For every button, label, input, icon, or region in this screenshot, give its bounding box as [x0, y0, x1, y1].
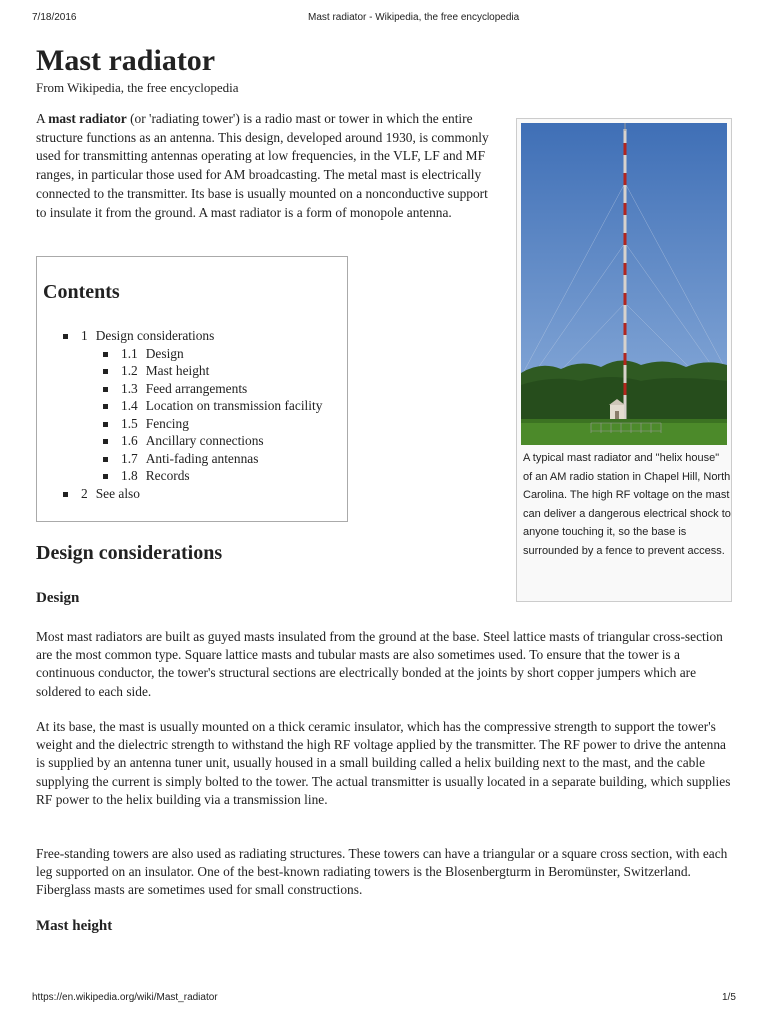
toc-item-label: Anti-fading antennas — [145, 450, 259, 466]
infobox-figure — [516, 118, 732, 602]
toc-item-anti-fading[interactable] — [101, 450, 322, 468]
toc-item-ancillary-connections[interactable] — [101, 432, 322, 450]
toc-item-number: 1.5 — [121, 415, 138, 431]
page-title: Mast radiator — [36, 44, 216, 77]
toc-title: Contents — [43, 281, 120, 303]
page-subtitle: From Wikipedia, the free encyclopedia — [36, 80, 239, 95]
print-page-number: 1/5 — [722, 992, 736, 1003]
toc-item-label: Ancillary connections — [145, 433, 264, 448]
toc-item-number: 1.1 — [121, 345, 138, 361]
toc-sublist — [81, 345, 322, 485]
toc-item-label: Location on transmission facility — [145, 398, 323, 413]
mast-radiator-photo[interactable] — [521, 123, 727, 445]
toc-item-number: 1.6 — [121, 433, 138, 448]
toc-item-design[interactable] — [101, 345, 322, 363]
print-url: https://en.wikipedia.org/wiki/Mast_radiator — [32, 992, 218, 1003]
subsection-heading-design: Design — [36, 590, 80, 606]
paragraph-2: At its base, the mast is usually mounted on a thick ceramic insulator, which has the compressive strength to support the tower's weight and the dielectric strength to withstand the high RF voltage applied by the transmitter. The RF power to drive the antenna is supplied by an antenna tuner unit, usually housed in a small building called a helix building next to the mast, and the cable supplying the current is simply bolted to the tower. The actual transmitter is usually located in a separate building, which supplies RF power to the helix building via a transmission line. — [36, 719, 731, 807]
print-date: 7/18/2016 — [32, 12, 77, 23]
figure-caption: A typical mast radiator and "helix house" of an AM radio station in Chapel Hill, North Carolina. The high RF voltage on the mast can deliver a dangerous electrical shock to anyone touching it, so the base is surrounded by a fence to prevent access. — [523, 452, 731, 557]
print-title: Mast radiator - Wikipedia, the free encyclopedia — [308, 12, 520, 23]
toc-item-records[interactable] — [101, 467, 322, 485]
toc-item-fencing[interactable] — [101, 415, 322, 433]
toc-item-number: 2 — [81, 485, 88, 501]
toc-item-number: 1.4 — [121, 398, 138, 413]
toc-item-number: 1.7 — [121, 450, 138, 466]
toc-item-see-also[interactable] — [61, 485, 322, 503]
toc-item-label: Design considerations — [95, 328, 215, 343]
toc-item-design-considerations[interactable] — [61, 327, 322, 485]
toc-item-label: Fencing — [145, 415, 189, 431]
paragraph-1: Most mast radiators are built as guyed masts insulated from the ground at the base. Steel lattice masts of triangular cross-section are the most common type. Square lattice masts and tubular masts are also sometimes used. To ensure that the tower is a continuous conductor, the tower's structural sections are electrically bonded at the joints by short copper jumpers which are soldered to each side. — [36, 629, 723, 699]
toc-item-number: 1 — [81, 328, 88, 343]
toc-item-label: See also — [95, 485, 140, 501]
toc-list — [61, 327, 322, 502]
toc-item-feed-arrangements[interactable] — [101, 380, 322, 398]
section-heading-design-considerations: Design considerations — [36, 542, 223, 564]
toc-item-mast-height[interactable] — [101, 362, 322, 380]
paragraph-3: Free-standing towers are also used as radiating structures. These towers can have a triangular or a square cross section, with each leg supported on an insulator. One of the best-known radiating towers is the Blosenbergturm in Beromünster, Switzerland. Fiberglass masts are sometimes used for small constructions. — [36, 846, 728, 898]
lead-prefix: A — [36, 111, 49, 126]
toc-item-label: Feed arrangements — [145, 380, 248, 396]
toc-item-label: Design — [145, 345, 184, 361]
toc-item-label: Mast height — [145, 363, 210, 378]
mast-structure — [624, 123, 627, 419]
toc-item-location[interactable] — [101, 397, 322, 415]
toc-item-label: Records — [145, 468, 190, 483]
lead-bold-term: mast radiator — [48, 111, 127, 126]
toc-item-number: 1.2 — [121, 363, 138, 378]
table-of-contents — [36, 256, 348, 522]
lead-paragraph — [36, 110, 494, 222]
lead-text: (or 'radiating tower') is a radio mast or tower in which the entire structure functions as an antenna. This design, developed around 1930, is commonly used for transmitting antennas operating at low frequencies, in the VLF, LF and MF ranges, in particular those used for AM broadcasting. The metal mast is electrically connected to the transmitter. Its base is usually mounted on a nonconductive support to insulate it from the ground. A mast radiator is a form of monopole antenna. — [36, 111, 489, 220]
toc-item-number: 1.3 — [121, 380, 138, 396]
toc-item-number: 1.8 — [121, 468, 138, 483]
subsection-heading-mast-height: Mast height — [36, 918, 113, 934]
